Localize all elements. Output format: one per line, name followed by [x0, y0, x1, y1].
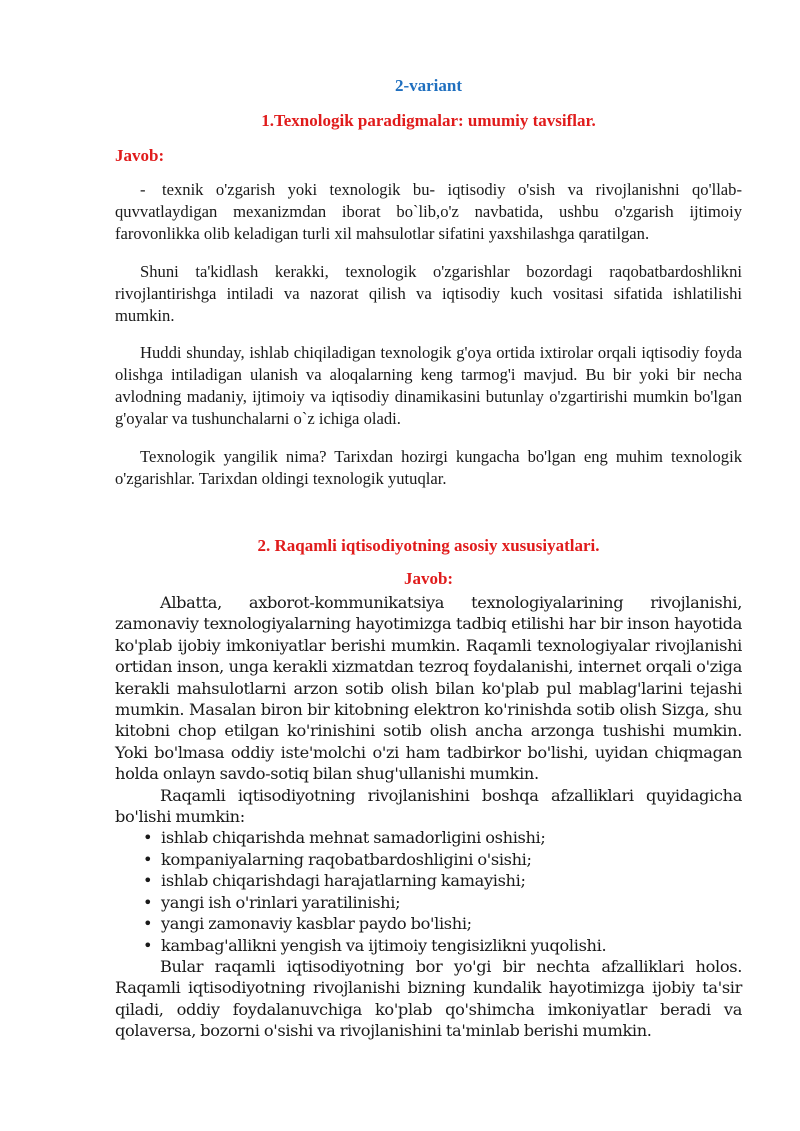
- section2-paragraph-1: Albatta, axborot-kommunikatsiya texnologiyalarining rivojlanishi, zamonaviy texnologiyalarning hayotimizga tadbiq etilishi har bir inson hayotida ko'plab ijobiy imkoniyatlar berishi mumkin. Raqamli texnologiyalar rivojlanishi ortidan inson, unga kerakli xizmatdan tezroq foydalanishi, internet orqali o'ziga kerakli mahsulotlarni arzon sotib olish bilan ko'plab pul mablag'larini tejashi mumkin. Masalan biron bir kitobning elektron ko'rinishda sotib olish Sizga, shu kitobni chop etilgan ko'rinishini sotib olish ancha arzonga tushishi mumkin. Yoki bo'lmasa oddiy iste'molchi o'zi ham tadbirkor bo'lishi, uyidan chiqmagan holda onlayn savdo-sotiq bilan shug'ullanishi mumkin.: [115, 593, 742, 784]
- list-item: [115, 913, 742, 934]
- advantages-list: [115, 827, 742, 955]
- list-item: [115, 892, 742, 913]
- list-item-text: ishlab chiqarishdagi harajatlarning kamayishi;: [161, 871, 526, 891]
- variant-title: 2-variant: [394, 76, 463, 95]
- section1-paragraph-2: Shuni ta'kidlash kerakki, texnologik o'zgarishlar bozordagi raqobatbardoshlikni rivojlantirishga intiladi va nazorat qilish va iqtisodiy kuch vositasi sifatida ishlatilishi mumkin.: [115, 262, 742, 325]
- section2-heading: 2. Raqamli iqtisodiyotning asosiy xususiyatlari.: [257, 536, 600, 555]
- section2-paragraph-3: Bular raqamli iqtisodiyotning bor yo'gi bir nechta afzalliklari holos. Raqamli iqtisodiyotning rivojlanishi bizning kundalik hayotimizga ijobiy ta'sir qiladi, oddiy foydalanuvchiga ko'plab qo'shimcha imkoniyatlar beradi va qolaversa, bozorni o'sishi va rivojlanishini ta'minlab berishi mumkin.: [115, 956, 742, 1041]
- section1-paragraph-4: Texnologik yangilik nima? Tarixdan hozirgi kungacha bo'lgan eng muhim texnologik o'zgarishlar. Tarixdan oldingi texnologik yutuqlar.: [115, 447, 742, 488]
- list-item: [115, 849, 742, 870]
- list-item-text: kambag'allikni yengish va ijtimoiy tengisizlikni yuqolishi.: [161, 935, 607, 955]
- dash-marker: -: [140, 180, 146, 199]
- bullet-icon: •: [143, 828, 153, 848]
- section1-paragraph-3: Huddi shunday, ishlab chiqiladigan texnologik g'oya ortida ixtirolar orqali iqtisodiy foyda olishga intiladigan ulanish va aloqalarning keng tarmog'i mavjud. Bu bir yoki bir necha avlodning madaniy, ijtimoiy va iqtisodiy dinamikasini butunlay o'zgartirishi mumkin bo'lgan g'oyalar va tushunchalarni o`z ichiga oladi.: [115, 343, 742, 428]
- section2-paragraph-2: Raqamli iqtisodiyotning rivojlanishini boshqa afzalliklari quyidagicha bo'lishi mumkin:: [115, 785, 742, 827]
- bullet-icon: •: [143, 871, 153, 891]
- section1-answer-label: Javob:: [115, 146, 165, 165]
- list-item-text: kompaniyalarning raqobatbardoshligini o'sishi;: [161, 849, 532, 869]
- section2-answer-label: Javob:: [403, 569, 454, 588]
- section1-heading: 1.Texnologik paradigmalar: umumiy tavsiflar.: [261, 111, 596, 130]
- list-item: [115, 827, 742, 848]
- list-item: [115, 870, 742, 891]
- bullet-icon: •: [143, 914, 153, 934]
- bullet-icon: •: [143, 892, 153, 912]
- section1-paragraph-1: [115, 179, 742, 245]
- bullet-icon: •: [143, 935, 153, 955]
- list-item-text: ishlab chiqarishda mehnat samadorligini oshishi;: [161, 828, 546, 848]
- section1-paragraph-1-text: texnik o'zgarish yoki texnologik bu- iqtisodiy o'sish va rivojlanishni qo'llab-quvvatlaydigan mexanizmdan iborat bo`lib,o'z navbatida, ushbu o'zgarish ijtimoiy farovonlikka olib keladigan turli xil mahsulotlar sifatini yaxshilashga qaratilgan.: [115, 180, 742, 243]
- list-item-text: yangi ish o'rinlari yaratilinishi;: [161, 892, 401, 912]
- list-item-text: yangi zamonaviy kasblar paydo bo'lishi;: [161, 914, 472, 934]
- section2-body: [115, 592, 742, 1042]
- list-item: [115, 935, 742, 956]
- bullet-icon: •: [143, 849, 153, 869]
